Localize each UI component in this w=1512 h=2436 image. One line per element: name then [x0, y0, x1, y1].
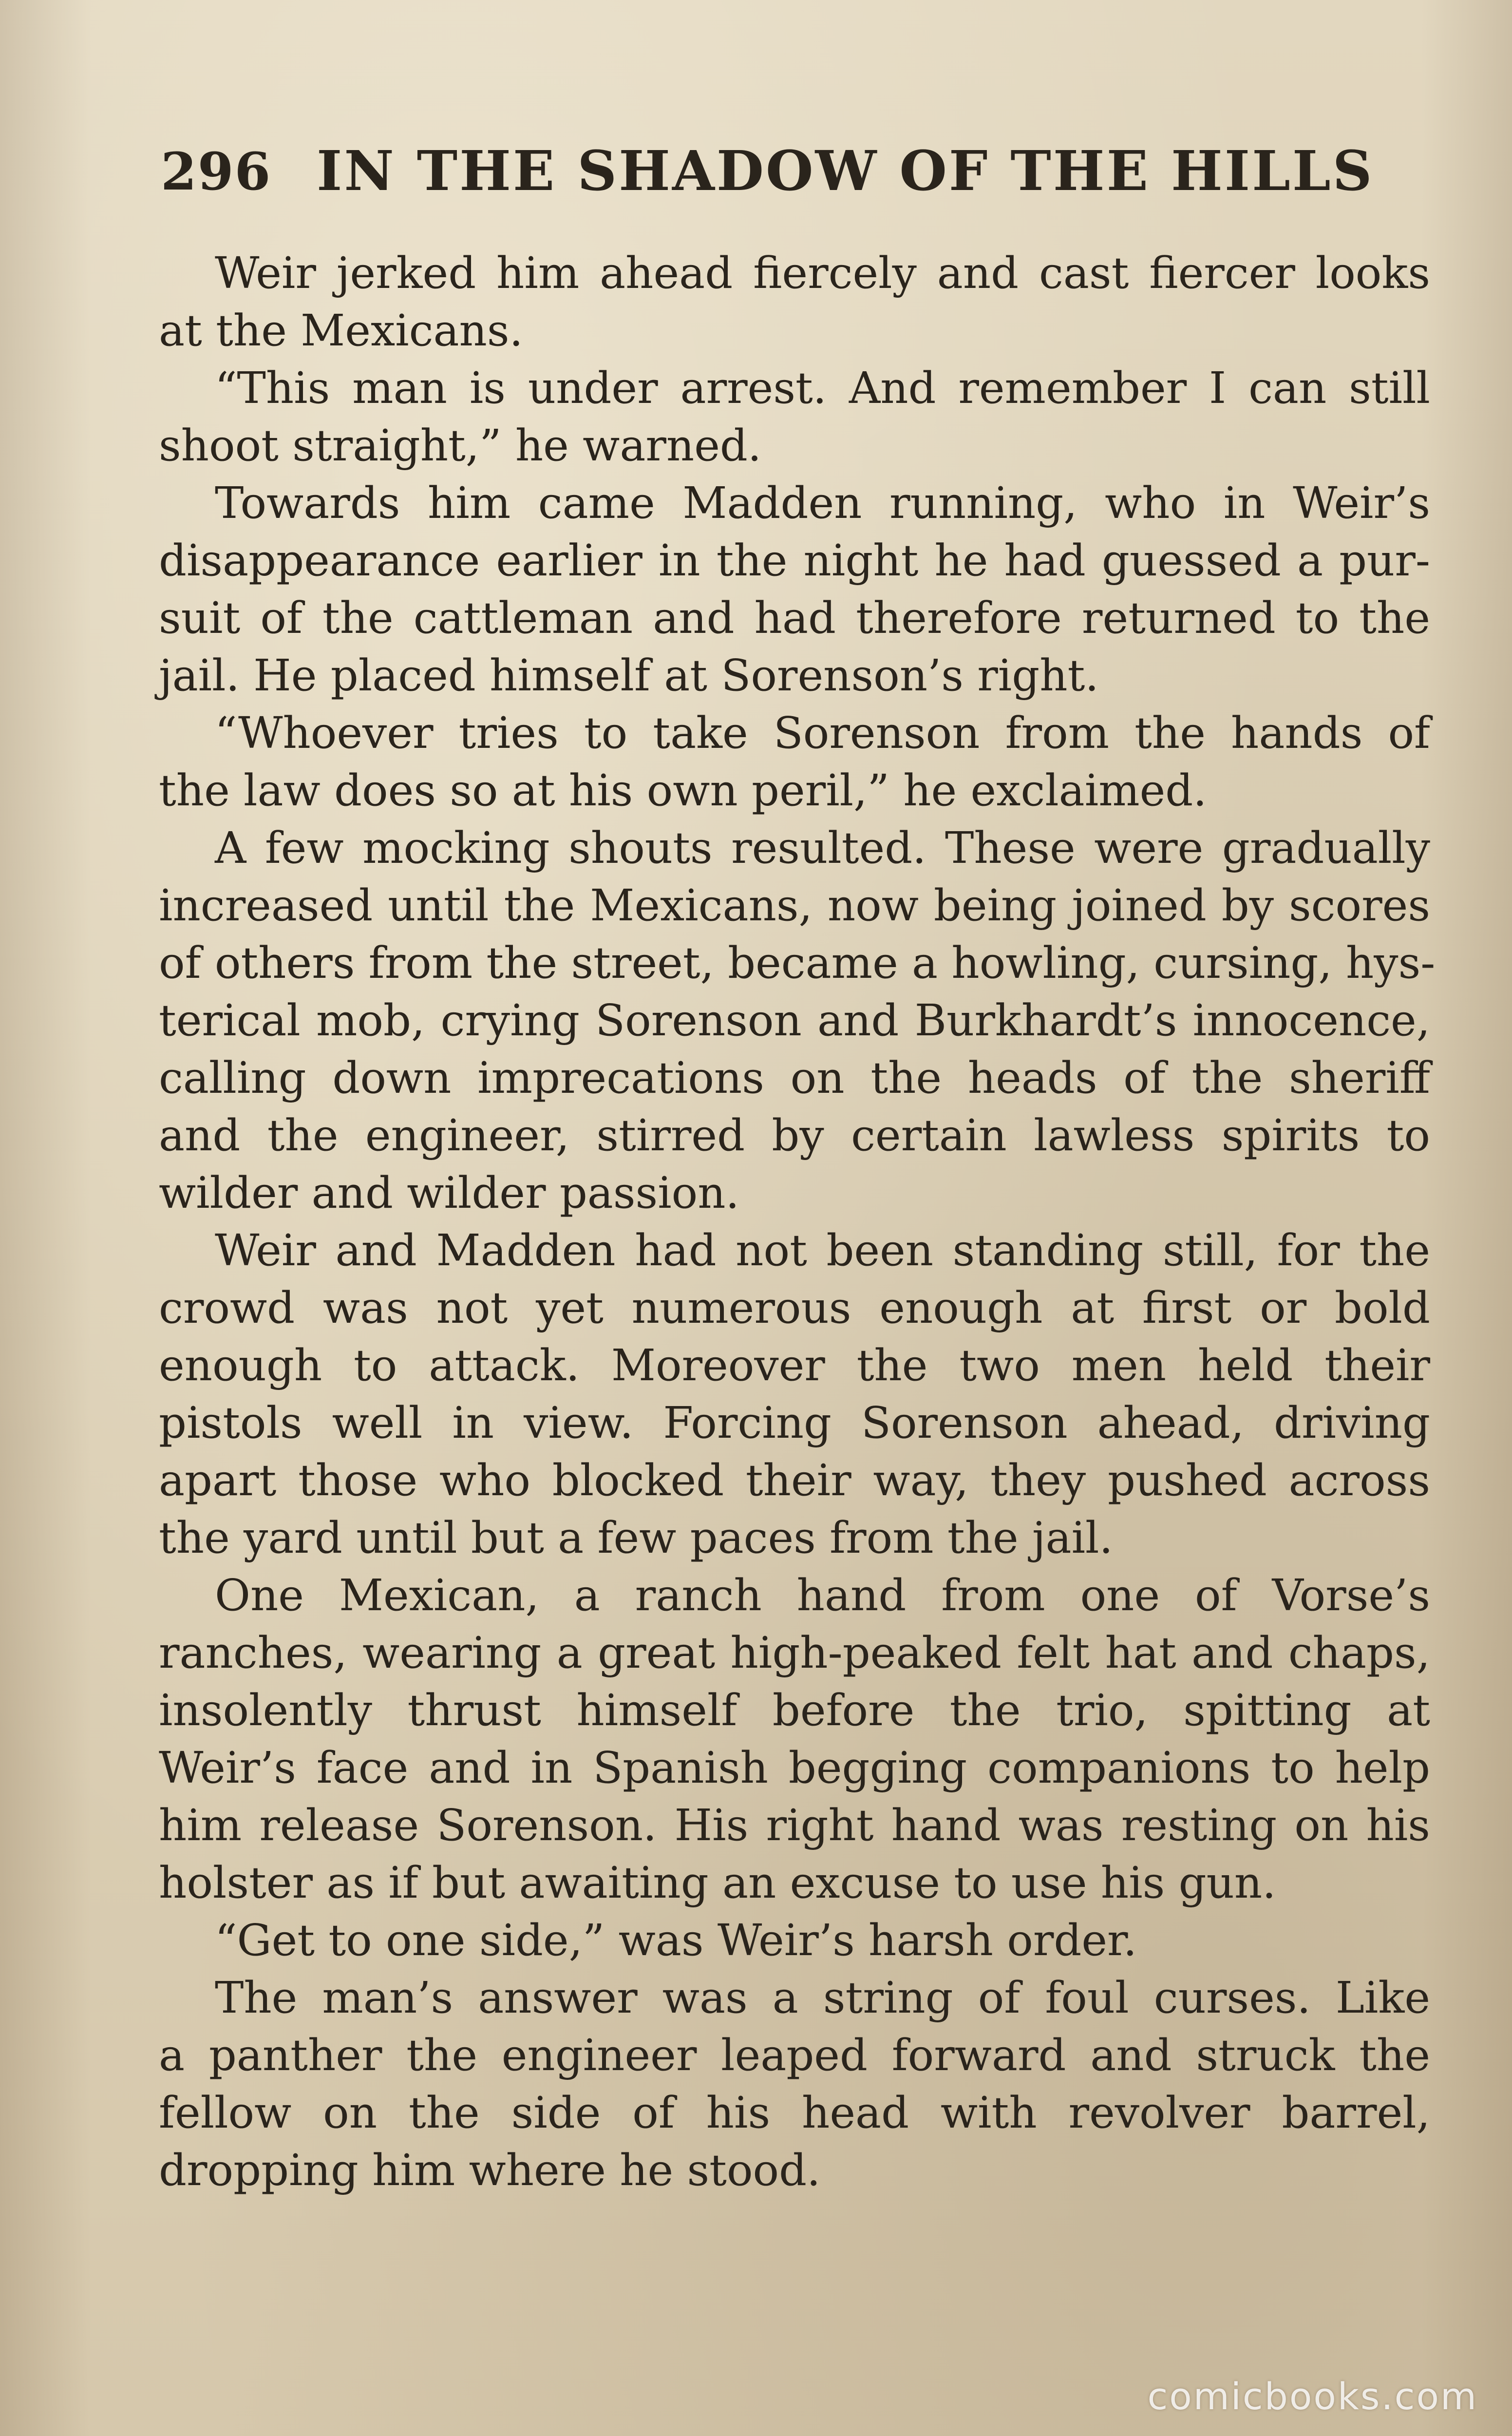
text-line: increased until the Mexicans, now being joined by scores [159, 880, 1430, 931]
text-line: disappearance earlier in the night he had guessed a pur- [159, 535, 1430, 586]
text-line: A few mocking shouts resulted. These were gradually [215, 822, 1430, 873]
text-line: ranches, wearing a great high-peaked felt hat and chaps, [159, 1627, 1430, 1678]
text-line: suit of the cattleman and had therefore returned to the [159, 592, 1430, 643]
text-line: crowd was not yet numerous enough at first or bold [159, 1282, 1430, 1333]
text-line: calling down imprecations on the heads of the sheriff [159, 1052, 1430, 1103]
text-line: Weir’s face and in Spanish begging companions to help [159, 1742, 1430, 1793]
text-line: terical mob, crying Sorenson and Burkhardt’s innocence, [159, 995, 1430, 1046]
text-line: The man’s answer was a string of foul curses. Like [215, 1972, 1430, 2023]
text-line: fellow on the side of his head with revolver barrel, [159, 2087, 1430, 2138]
text-line: enough to attack. Moreover the two men held their [159, 1340, 1430, 1390]
text-line: Towards him came Madden running, who in Weir’s [215, 477, 1430, 528]
page-number: 296 [161, 141, 272, 202]
running-head: IN THE SHADOW OF THE HILLS [317, 139, 1374, 203]
text-line: the yard until but a few paces from the jail. [159, 1512, 1113, 1563]
text-line: at the Mexicans. [159, 305, 523, 356]
text-line: “Whoever tries to take Sorenson from the hands of [215, 707, 1430, 758]
text-line: Weir and Madden had not been standing still, for the [215, 1225, 1430, 1275]
text-line: insolently thrust himself before the trio, spitting at [159, 1685, 1430, 1735]
text-line: One Mexican, a ranch hand from one of Vorse’s [215, 1570, 1430, 1620]
text-line: Weir jerked him ahead fiercely and cast fiercer looks [215, 247, 1430, 298]
text-line: and the engineer, stirred by certain lawless spirits to [159, 1110, 1430, 1161]
text-line: wilder and wilder passion. [159, 1167, 739, 1218]
text-line: shoot straight,” he warned. [159, 420, 762, 471]
page-header [161, 133, 1437, 210]
body-text [159, 244, 1436, 2265]
text-line: holster as if but awaiting an excuse to use his gun. [159, 1857, 1276, 1908]
text-line: the law does so at his own peril,” he exclaimed. [159, 765, 1207, 816]
text-line: him release Sorenson. His right hand was resting on his [159, 1800, 1430, 1850]
text-line: apart those who blocked their way, they pushed across [159, 1455, 1430, 1505]
watermark: comicbooks.com [1147, 2375, 1478, 2418]
text-line: of others from the street, became a howling, cursing, hys- [159, 937, 1436, 988]
text-line: a panther the engineer leaped forward and struck the [159, 2030, 1430, 2080]
text-line: “Get to one side,” was Weir’s harsh order. [215, 1915, 1137, 1965]
text-line: jail. He placed himself at Sorenson’s right. [159, 650, 1099, 701]
text-line: pistols well in view. Forcing Sorenson ahead, driving [159, 1397, 1430, 1448]
text-line: dropping him where he stood. [159, 2145, 821, 2195]
text-line: “This man is under arrest. And remember I can still [215, 362, 1430, 413]
